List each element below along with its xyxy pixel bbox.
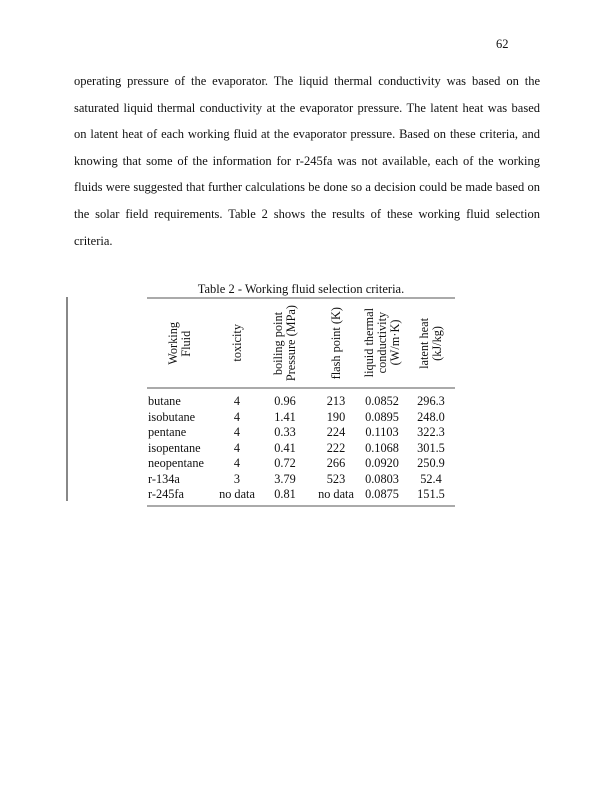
table-cell: 4 <box>233 409 241 424</box>
body-paragraph: operating pressure of the evaporator. The liquid thermal conductivity was based on the saturated liquid thermal conductivity at the evaporator pressure. The latent heat was based on latent heat of each working fluid at the evaporator pressure. Based on these criteria, and knowing that some of the information for r-245fa was not available, each of the working fluids were suggested that further calculations be done so a decision could be made based on the solar field requirements. Table 2 shows the results of these working fluid selection criteria. <box>74 74 540 248</box>
table-row <box>147 441 455 457</box>
table-cell: r-245fa <box>148 487 184 501</box>
table-cell: 4 <box>233 440 241 455</box>
table-cell: 296.3 <box>417 394 445 408</box>
table-cell: 0.33 <box>274 425 296 439</box>
table-cell: 523 <box>326 471 346 486</box>
table-cell: 0.0875 <box>365 487 399 501</box>
table-row <box>147 394 455 410</box>
header-label: liquid thermal conductivity (W/m·K) <box>361 308 402 378</box>
table-cell: 0.1103 <box>365 425 399 439</box>
table-cell: 0.81 <box>274 487 296 501</box>
table-cell: 151.5 <box>417 487 445 501</box>
table-cell: no data <box>219 487 255 501</box>
table-cell: pentane <box>148 425 187 439</box>
table-row <box>147 456 455 472</box>
table-cell: 224 <box>326 425 346 439</box>
table-cell: 52.4 <box>420 471 442 486</box>
table-cell: 0.96 <box>274 394 296 408</box>
table-row <box>147 472 455 488</box>
table-cell: 0.0920 <box>365 456 399 470</box>
table-divider <box>66 297 68 501</box>
table-cell: 0.1068 <box>365 440 399 455</box>
table-cell: 4 <box>233 425 241 439</box>
table-cell: 0.0895 <box>365 409 399 424</box>
table-cell: 248.0 <box>417 409 445 424</box>
header-label: flash point (K) <box>328 306 343 380</box>
header-working-fluid <box>147 299 213 387</box>
table-cell: 0.0803 <box>365 471 399 486</box>
table-row <box>147 410 455 426</box>
table-cell: 3.79 <box>274 471 296 486</box>
table-cell: r-134a <box>148 471 180 486</box>
table-cell: 4 <box>233 456 241 470</box>
header-toxicity <box>215 299 259 387</box>
table-cell: 322.3 <box>417 425 445 439</box>
header-latent-heat <box>407 299 455 387</box>
table-cell: 213 <box>326 394 346 408</box>
table-body <box>147 389 455 507</box>
table-cell: 0.72 <box>274 456 296 470</box>
table-header <box>147 297 455 389</box>
table-cell: 266 <box>326 456 346 470</box>
header-boiling-point <box>262 299 308 387</box>
table-cell: 301.5 <box>417 440 445 455</box>
header-label: boiling point Pressure (MPa) <box>271 304 298 382</box>
working-fluid-table <box>147 297 455 507</box>
table-cell: no data <box>318 487 354 501</box>
header-flash-point <box>312 299 360 387</box>
header-label: toxicity <box>229 324 244 362</box>
table-cell: 1.41 <box>274 409 296 424</box>
table-cell: 222 <box>326 440 346 455</box>
header-thermal-conductivity <box>357 299 407 387</box>
table-cell: 0.0852 <box>365 394 399 408</box>
header-label: Working Fluid <box>166 321 193 365</box>
table-row <box>147 425 455 441</box>
table-cell: isopentane <box>148 440 201 455</box>
page-number: 62 <box>496 37 509 51</box>
table-cell: 3 <box>233 471 241 486</box>
table-cell: 4 <box>233 394 241 408</box>
table-cell: 190 <box>326 409 346 424</box>
table-cell: neopentane <box>148 456 204 470</box>
table-cell: isobutane <box>148 409 196 424</box>
table-cell: butane <box>148 394 181 408</box>
header-label: latent heat (kJ/kg) <box>417 317 444 369</box>
table-cell: 250.9 <box>417 456 445 470</box>
table-cell: 0.41 <box>274 440 296 455</box>
table-row <box>147 487 455 503</box>
table-caption: Table 2 - Working fluid selection criteria. <box>197 282 405 296</box>
